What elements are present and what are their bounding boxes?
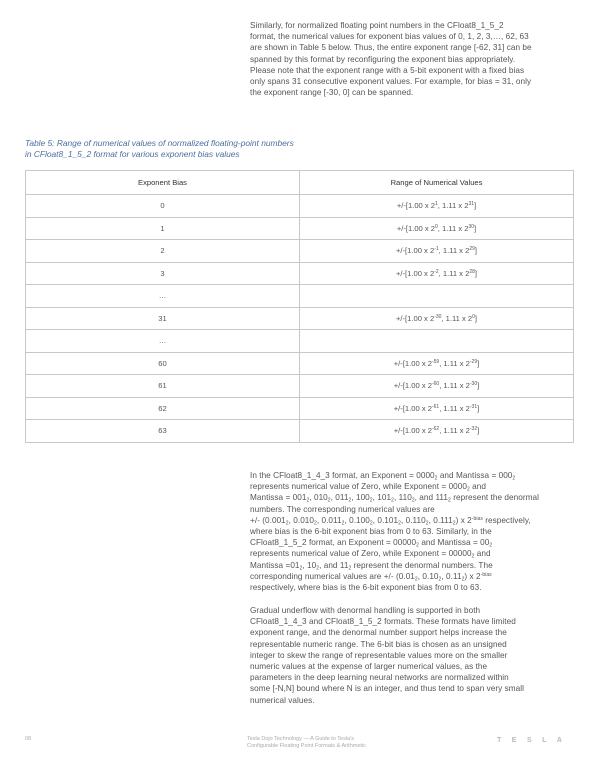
table-row <box>26 285 574 308</box>
intro-line: are shown in Table 5 below. Thus, the entire exponent range [-62, 31] can be <box>250 43 532 53</box>
denormal-line: numbers. The corresponding numerical values are <box>250 504 435 514</box>
bias-cell: 1 <box>26 217 300 240</box>
intro-paragraph <box>250 20 580 98</box>
underflow-line: Gradual underflow with denormal handling is supported in both <box>250 606 481 615</box>
denormal-paragraph <box>250 470 585 593</box>
table-header-row <box>26 171 574 195</box>
table-row <box>26 397 574 420</box>
underflow-line: exponent range, and the denormal number support helps increase the <box>250 628 507 638</box>
range-cell: +/-[1.00 x $2^1$, 1.11 x $2^{31}$] <box>300 195 574 218</box>
denormal-line: +/- ($0.001_2$, $0.010_2$, $0.011_2$, $0.100_2$, $0.101_2$, $0.110_2$, $0.111_2$) x $2^{-bias}$ respectively, <box>250 515 531 527</box>
table-caption-line-1: Table 5: Range of numerical values of normalized floating-point numbers <box>25 138 294 148</box>
table-row <box>26 217 574 240</box>
range-cell: +/-[1.00 x $2^0$, 1.11 x $2^{30}$] <box>300 217 574 240</box>
range-cell: +/-[1.00 x $2^{-62}$, 1.11 x $2^{-32}$] <box>300 420 574 443</box>
bias-cell: 2 <box>26 240 300 263</box>
bias-cell: 3 <box>26 262 300 285</box>
bias-cell: … <box>26 330 300 353</box>
intro-line: the exponent range [-30, 0] can be spanned. <box>250 88 414 98</box>
page-number: 08 <box>25 736 32 742</box>
intro-line: Similarly, for normalized floating point numbers in the CFloat8_1_5_2 <box>250 21 504 30</box>
table-row <box>26 307 574 330</box>
header-range-values: Range of Numerical Values <box>300 171 574 195</box>
document-title <box>247 736 366 750</box>
underflow-paragraph <box>250 605 585 706</box>
denormal-line: CFloat8_1_5_2 format, an Exponent = $00000_2$ and Mantissa = $00_2$ <box>250 538 493 549</box>
denormal-line: corresponding numerical values are +/- ($0.01_2$, $0.10_2$, $0.11_2$) x $2^{-bias}$ <box>250 571 492 583</box>
range-cell: +/-[1.00 x $2^{-59}$, 1.11 x $2^{-29}$] <box>300 352 574 375</box>
intro-line: only spans 31 consecutive exponent values. For example, for bias = 31, only <box>250 77 532 87</box>
denormal-line: Mantissa $=01_2$, $10_2$, and $11_2$ represent the denormal numbers. The <box>250 560 493 572</box>
range-cell: +/-[1.00 x $2^{-2}$, 1.11 x $2^{28}$] <box>300 262 574 285</box>
denormal-line: represents numerical value of Zero, while Exponent = $00000_2$ and <box>250 549 491 560</box>
range-cell <box>300 330 574 353</box>
intro-line: spanned by this format by reconfiguring the exponent bias appropriately. <box>250 54 516 64</box>
table-row <box>26 420 574 443</box>
range-cell: +/-[1.00 x $2^{-30}$, 1.11 x $2^0$] <box>300 307 574 330</box>
underflow-line: CFloat8_1_4_3 and CFloat8_1_5_2 formats. These formats have limited <box>250 617 516 627</box>
table-caption <box>25 138 355 160</box>
table-row <box>26 240 574 263</box>
denormal-line: Mantissa = $001_2$, $010_2$, $011_2$, $100_2$, $101_2$, $110_2$, and $111_2$ represent the denormal <box>250 493 539 504</box>
intro-line: format, the numerical values for exponent bias values of 0, 1, 2, 3,…, 62, 63 <box>250 32 529 42</box>
table-row <box>26 330 574 353</box>
underflow-line: parameters in the deep learning neural networks are normalized within <box>250 673 509 683</box>
intro-line: Please note that the exponent range with a 5-bit exponent with a fixed bias <box>250 65 525 75</box>
table-row <box>26 375 574 398</box>
bias-cell: 61 <box>26 375 300 398</box>
denormal-line: respectively, where bias is the 6-bit exponent bias from 0 to 63. <box>250 583 482 593</box>
bias-cell: 63 <box>26 420 300 443</box>
underflow-line: representable numeric range. The 6-bit bias is chosen as an unsigned <box>250 639 507 649</box>
bias-cell: 0 <box>26 195 300 218</box>
underflow-line: some [-N,N] bound where N is an integer, and thus tend to span very small <box>250 684 524 694</box>
header-exponent-bias: Exponent Bias <box>26 171 300 195</box>
table-row <box>26 262 574 285</box>
document-title-line-1: Tesla Dojo Technology — A Guide to Tesla's <box>247 736 354 742</box>
denormal-line: represents numerical value of Zero, while Exponent = $0000_2$ and <box>250 482 486 493</box>
exponent-bias-table <box>25 170 574 443</box>
underflow-line: numerical values. <box>250 695 315 705</box>
bias-cell: 62 <box>26 397 300 420</box>
brand-logo: TESLA <box>497 737 573 744</box>
range-cell: +/-[1.00 x $2^{-1}$, 1.11 x $2^{29}$] <box>300 240 574 263</box>
table-row <box>26 195 574 218</box>
table-caption-line-2: in CFloat8_1_5_2 format for various exponent bias values <box>25 149 240 159</box>
underflow-line: integer to skew the range of representable values more on the smaller <box>250 650 508 660</box>
bias-cell: 31 <box>26 307 300 330</box>
document-title-line-2: Configurable Floating Point Formats & Arithmetic <box>247 743 366 749</box>
bias-cell: 60 <box>26 352 300 375</box>
denormal-line: In the CFloat8_1_4_3 format, an Exponent = $0000_2$ and Mantissa = $000_2$ <box>250 471 516 482</box>
denormal-line: where bias is the 6-bit exponent bias from 0 to 63. Similarly, in the <box>250 527 492 537</box>
range-cell <box>300 285 574 308</box>
bias-cell: … <box>26 285 300 308</box>
underflow-line: numeric values at the expense of larger numerical values, as the <box>250 662 488 672</box>
range-cell: +/-[1.00 x $2^{-61}$, 1.11 x $2^{-31}$] <box>300 397 574 420</box>
table-row <box>26 352 574 375</box>
range-cell: +/-[1.00 x $2^{-60}$, 1.11 x $2^{-30}$] <box>300 375 574 398</box>
